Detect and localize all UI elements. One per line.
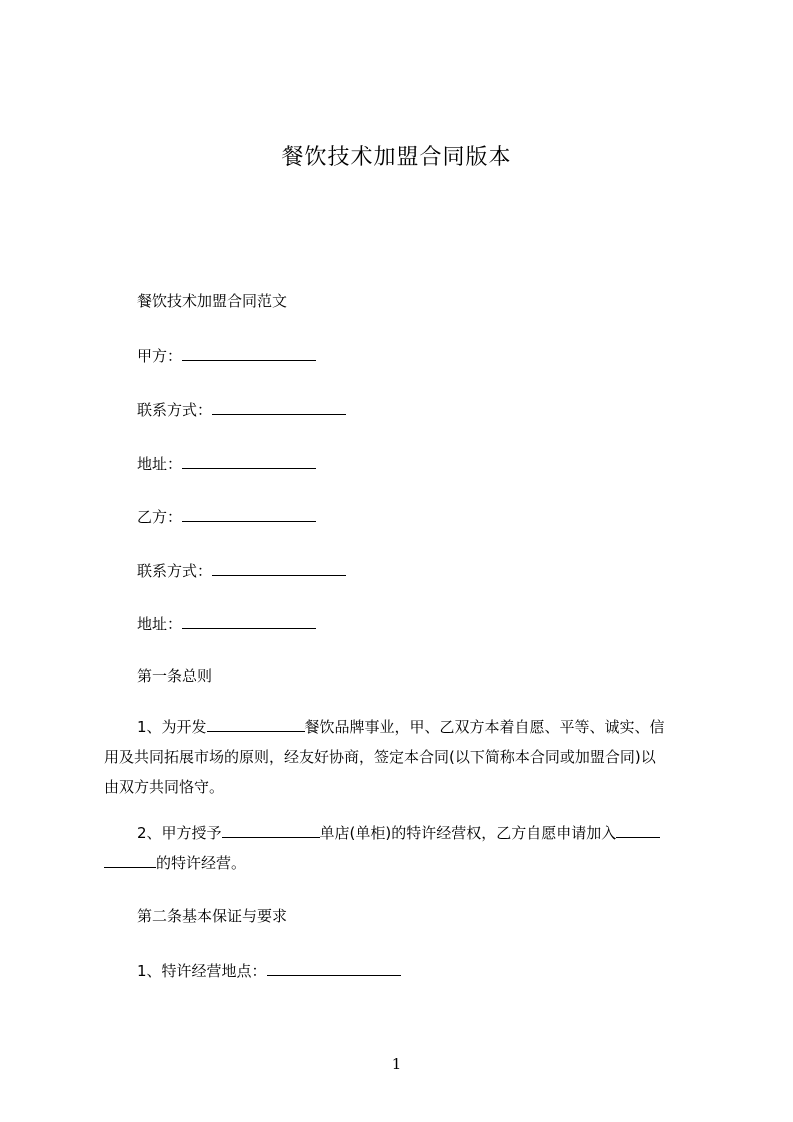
article1-item1-blank[interactable]: [207, 717, 305, 732]
article1-item1: [104, 712, 704, 802]
party-a-contact-label: 联系方式：: [137, 401, 213, 419]
article2-item1-blank[interactable]: [267, 961, 401, 976]
article1-item1-text1: 1、为开发: [137, 718, 207, 736]
party-a-address-label: 地址：: [137, 455, 183, 473]
party-b-contact-blank[interactable]: [212, 561, 346, 576]
party-a-contact-blank[interactable]: [212, 400, 346, 415]
page-number: 1: [391, 1055, 402, 1073]
article1-item1-line3: 由双方共同恪守。: [104, 778, 225, 796]
party-a-label: 甲方：: [137, 347, 183, 365]
article1-item2-line2: [104, 848, 704, 878]
article1-item2-blank3[interactable]: [104, 853, 156, 868]
document-title: 餐饮技术加盟合同版本: [281, 145, 512, 170]
party-a-field: [137, 345, 316, 366]
article1-item1-line2: 用及共同拓展市场的原则，经友好协商，签定本合同(以下简称本合同或加盟合同)以: [104, 748, 656, 766]
article2-heading: 第二条基本保证与要求: [137, 907, 288, 925]
party-a-address-field: [137, 453, 316, 474]
party-b-address-label: 地址：: [137, 615, 183, 633]
article1-item1-text2: 餐饮品牌事业，甲、乙双方本着自愿、平等、诚实、信: [304, 718, 665, 736]
party-b-blank[interactable]: [182, 507, 316, 522]
article2-item1-label: 1、特许经营地点：: [137, 962, 267, 980]
party-a-contact-field: [137, 399, 346, 420]
party-a-blank[interactable]: [182, 346, 316, 361]
party-b-address-blank[interactable]: [182, 614, 316, 629]
party-b-contact-label: 联系方式：: [137, 562, 213, 580]
article1-item2-blank2[interactable]: [616, 823, 660, 838]
party-b-address-field: [137, 613, 316, 634]
party-a-address-blank[interactable]: [182, 454, 316, 469]
party-b-label: 乙方：: [137, 508, 183, 526]
article1-item2: [104, 818, 704, 878]
article1-heading: 第一条总则: [137, 667, 213, 685]
article1-item2-blank1[interactable]: [222, 823, 320, 838]
article1-item2-text3: 的特许经营。: [156, 854, 247, 872]
article2-item1-field: [137, 960, 401, 981]
article1-item2-line1: [104, 818, 704, 848]
article1-item1-line1: [104, 712, 704, 742]
party-b-field: [137, 506, 316, 527]
document-subtitle: 餐饮技术加盟合同范文: [137, 292, 288, 310]
party-b-contact-field: [137, 560, 346, 581]
article1-item2-text1: 2、甲方授予: [137, 824, 222, 842]
article1-item2-text2: 单店(单柜)的特许经营权，乙方自愿申请加入: [319, 824, 617, 842]
